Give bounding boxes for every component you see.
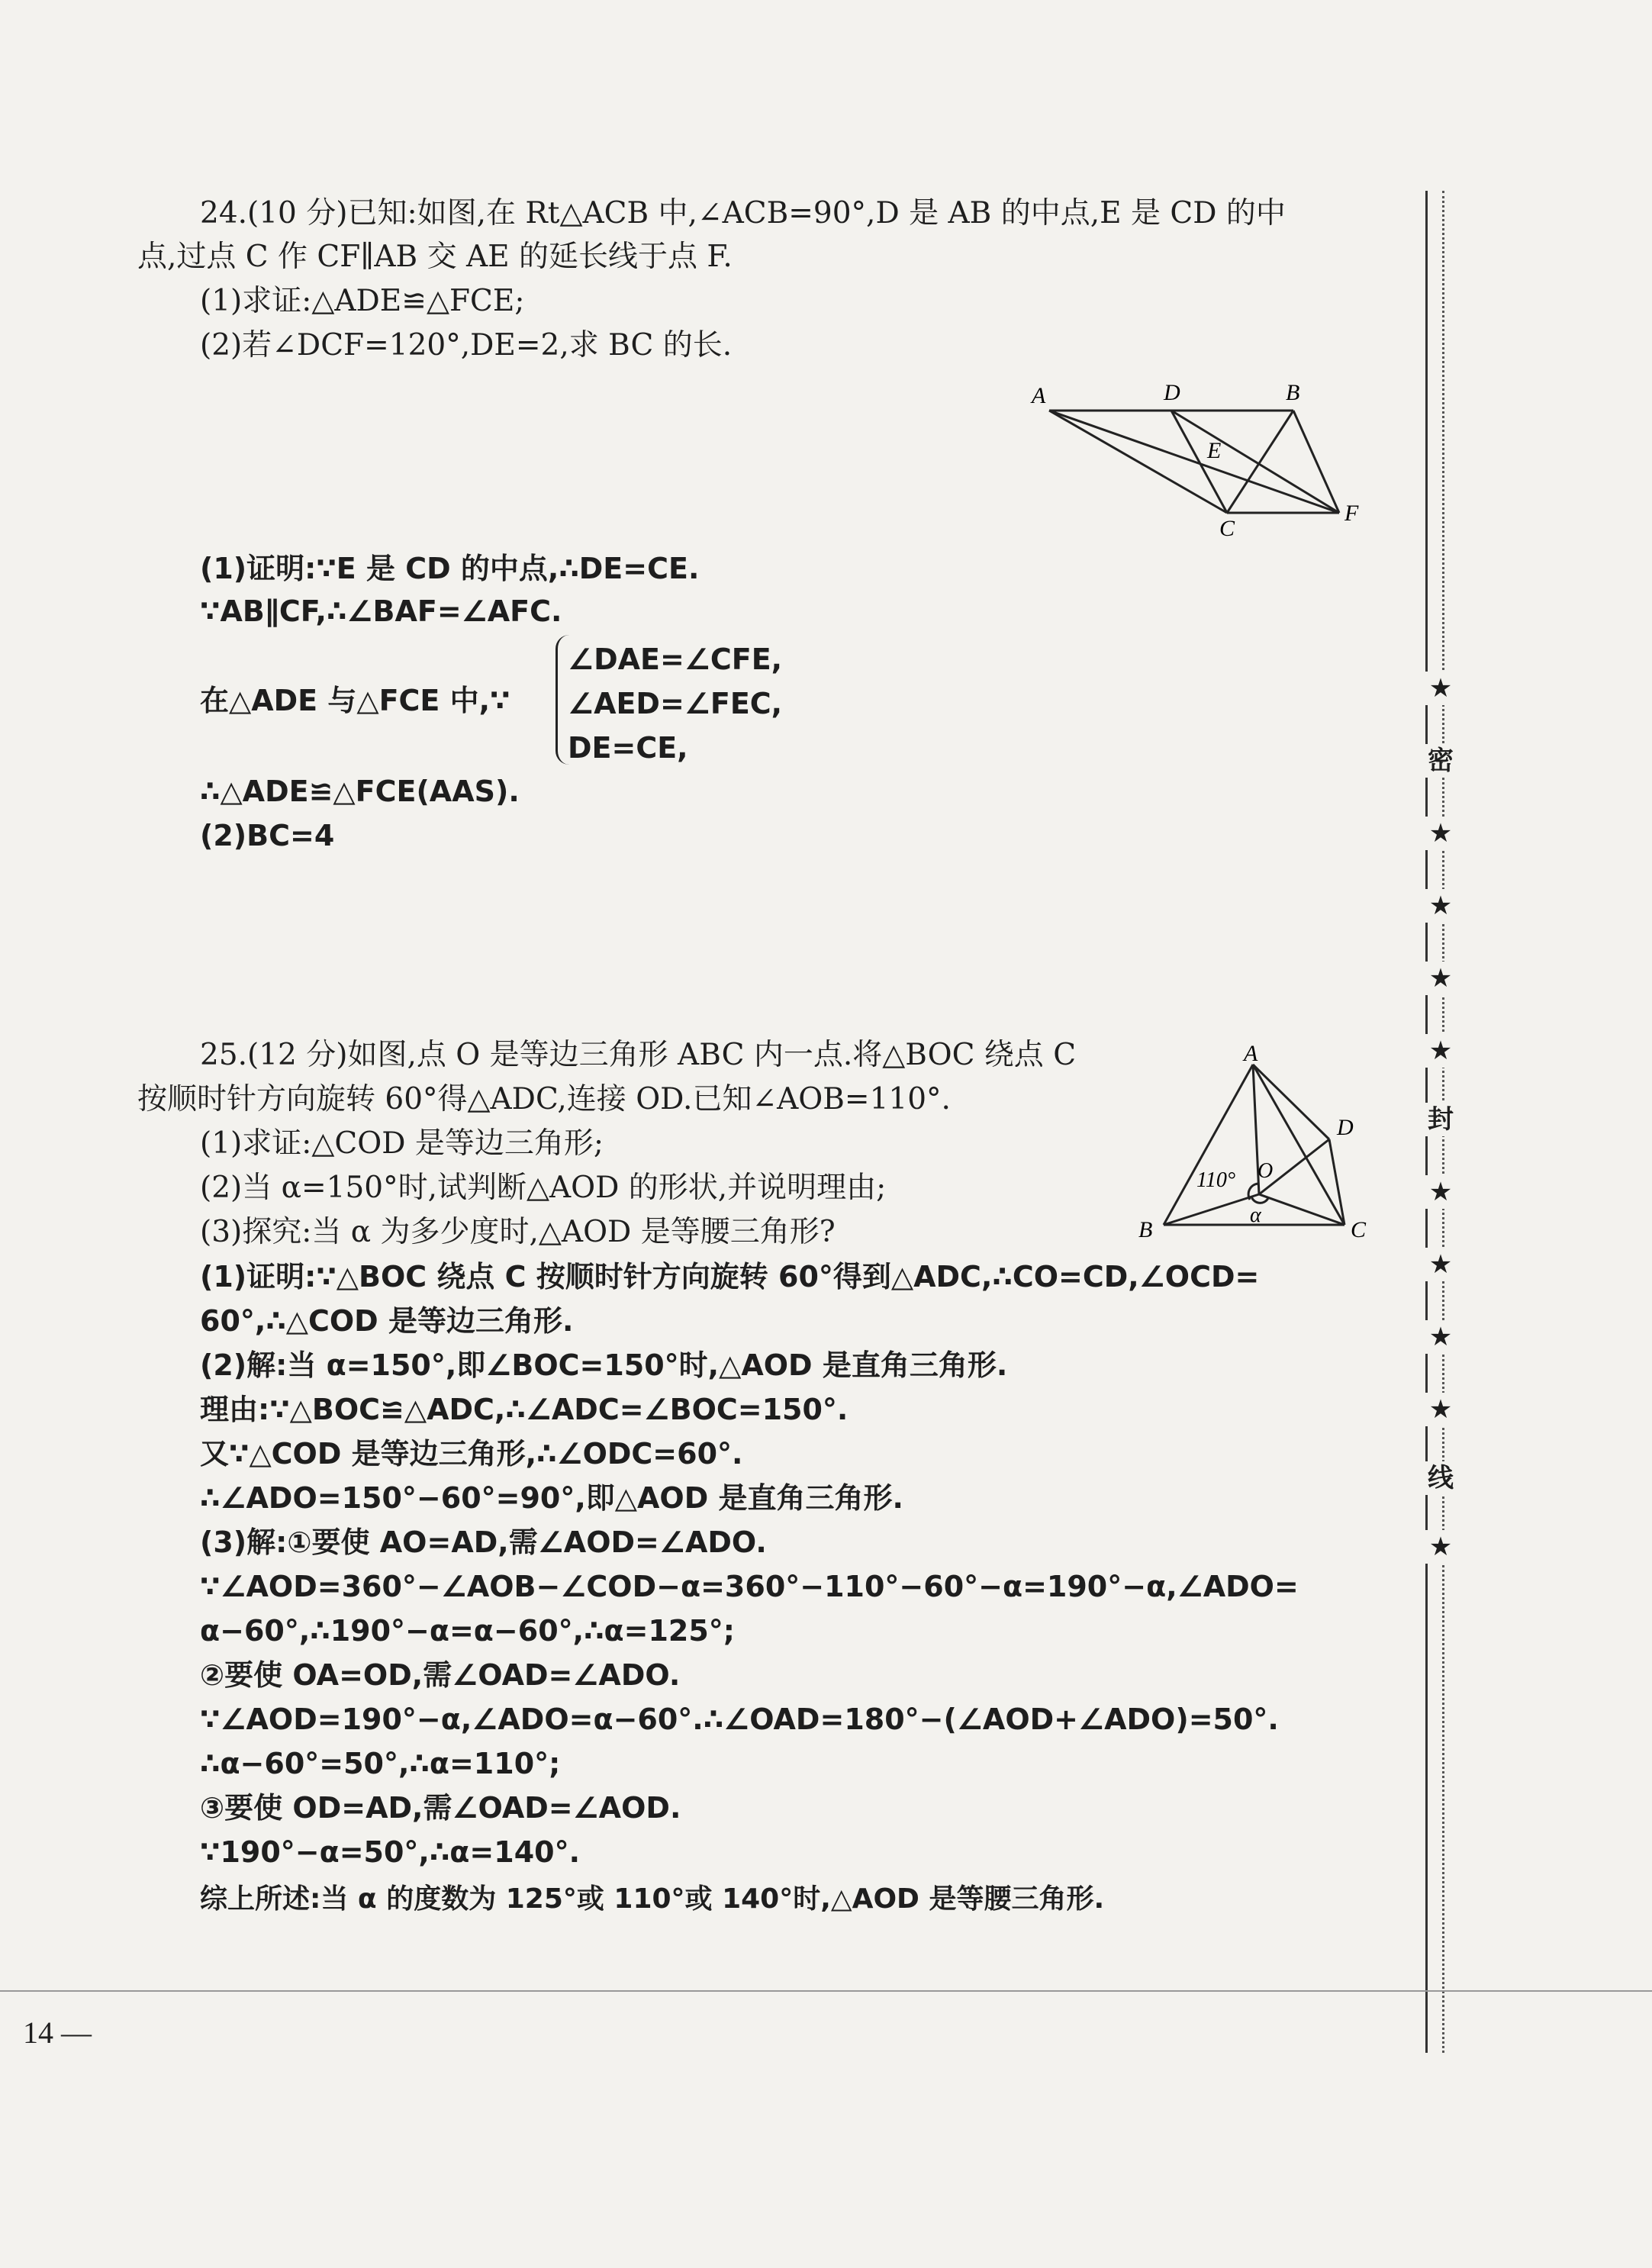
label-B: B — [1286, 380, 1300, 405]
label-A: A — [1244, 1042, 1258, 1066]
q25-ans-line: ③要使 OD=AD,需∠OAD=∠AOD. — [200, 1791, 681, 1825]
q25-figure — [1129, 1042, 1389, 1259]
q24-stem-line2: 点,过点 C 作 CF∥AB 交 AE 的延长线于点 F. — [137, 240, 733, 274]
q25-ans-line: 又∵△COD 是等边三角形,∴∠ODC=60°. — [200, 1437, 743, 1471]
q25-ans-line: ∴α−60°=50°,∴α=110°; — [200, 1747, 561, 1780]
q25-ans-line: (1)证明:∵△BOC 绕点 C 按顺时针方向旋转 60°得到△ADC,∴CO=CD,∠OCD= — [200, 1260, 1260, 1293]
q25-stem-line2: 按顺时针方向旋转 60°得△ADC,连接 OD.已知∠AOB=110°. — [137, 1082, 951, 1116]
star-icon: ★ — [1418, 1393, 1464, 1426]
seg-BC — [1227, 411, 1293, 513]
margin-char-mi: 密 — [1418, 744, 1464, 778]
q25-part1: (1)求证:△COD 是等边三角形; — [200, 1126, 604, 1161]
star-icon: ★ — [1418, 817, 1464, 850]
q24-ans-system — [568, 637, 782, 770]
label-D: D — [1164, 380, 1180, 405]
q25-ans-line: (2)解:当 α=150°,即∠BOC=150°时,△AOD 是直角三角形. — [200, 1348, 1008, 1382]
q25-ans-line: 理由:∵△BOC≌△ADC,∴∠ADC=∠BOC=150°. — [200, 1393, 849, 1426]
label-E: E — [1207, 438, 1222, 463]
star-icon: ★ — [1418, 1320, 1464, 1354]
label-angle-110: 110° — [1196, 1168, 1236, 1192]
seg-BF — [1293, 411, 1339, 513]
seg-AF — [1049, 411, 1339, 513]
page-number: 14 — — [23, 2015, 92, 2050]
footer-rule — [0, 1990, 1652, 1992]
q25-ans-line: ∴∠ADO=150°−60°=90°,即△AOD 是直角三角形. — [200, 1481, 903, 1515]
seg-OC — [1259, 1194, 1344, 1225]
q24-ans-line3: ∴△ADE≌△FCE(AAS). — [200, 775, 520, 808]
q25-part3: (3)探究:当 α 为多少度时,△AOD 是等腰三角形? — [200, 1215, 836, 1249]
q24-part2: (2)若∠DCF=120°,DE=2,求 BC 的长. — [200, 328, 733, 362]
star-icon: ★ — [1418, 1248, 1464, 1281]
q25-ans-line: α−60°,∴190°−α=α−60°,∴α=125°; — [200, 1614, 735, 1648]
label-alpha: α — [1250, 1203, 1261, 1227]
q25-ans-line: ②要使 OA=OD,需∠OAD=∠ADO. — [200, 1658, 681, 1692]
label-O: O — [1258, 1159, 1274, 1183]
q24-ans-system-prefix: 在△ADE 与△FCE 中,∵ — [200, 684, 510, 717]
q25-ans-line: 60°,∴△COD 是等边三角形. — [200, 1304, 574, 1338]
label-C: C — [1351, 1217, 1367, 1242]
system-line: DE=CE, — [568, 731, 688, 765]
q25-stem-line1: 25.(12 分)如图,点 O 是等边三角形 ABC 内一点.将△BOC 绕点 C — [200, 1038, 1077, 1072]
label-C: C — [1219, 516, 1235, 541]
q24-ans-line1: (1)证明:∵E 是 CD 的中点,∴DE=CE. — [200, 552, 700, 585]
star-icon: ★ — [1418, 962, 1464, 995]
q24-ans-line4: (2)BC=4 — [200, 819, 335, 852]
system-line: ∠DAE=∠CFE, — [568, 643, 783, 676]
star-icon: ★ — [1418, 1530, 1464, 1564]
q25-ans-line: ∵∠AOD=190°−α,∠ADO=α−60°.∴∠OAD=180°−(∠AOD+∠ADO)=50°. — [200, 1703, 1279, 1736]
label-F: F — [1344, 501, 1359, 526]
star-icon: ★ — [1418, 1034, 1464, 1068]
q25-ans-line: ∵190°−α=50°,∴α=140°. — [200, 1835, 581, 1869]
margin-char-feng: 封 — [1418, 1103, 1464, 1136]
q24-ans-line2: ∵AB∥CF,∴∠BAF=∠AFC. — [200, 594, 562, 628]
star-icon: ★ — [1418, 672, 1464, 705]
margin-char-xian: 线 — [1418, 1461, 1464, 1495]
q25-ans-line: ∵∠AOD=360°−∠AOB−∠COD−α=360°−110°−60°−α=190°−α,∠ADO= — [200, 1570, 1299, 1603]
star-icon: ★ — [1418, 1175, 1464, 1209]
q24-figure — [1030, 374, 1381, 549]
label-A: A — [1032, 383, 1046, 408]
label-D: D — [1337, 1115, 1354, 1140]
q25-part2: (2)当 α=150°时,试判断△AOD 的形状,并说明理由; — [200, 1171, 887, 1205]
q25-ans-conclusion: 综上所述:当 α 的度数为 125°或 110°或 140°时,△AOD 是等腰三角形. — [200, 1883, 1105, 1915]
star-icon: ★ — [1418, 889, 1464, 923]
q24-part1: (1)求证:△ADE≌△FCE; — [200, 284, 525, 318]
q24-stem-line1: 24.(10 分)已知:如图,在 Rt△ACB 中,∠ACB=90°,D 是 AB 的中点,E 是 CD 的中 — [200, 196, 1286, 230]
q25-ans-line: (3)解:①要使 AO=AD,需∠AOD=∠ADO. — [200, 1525, 767, 1559]
label-B: B — [1138, 1217, 1153, 1242]
system-line: ∠AED=∠FEC, — [568, 687, 783, 720]
seg-AD — [1253, 1065, 1329, 1139]
